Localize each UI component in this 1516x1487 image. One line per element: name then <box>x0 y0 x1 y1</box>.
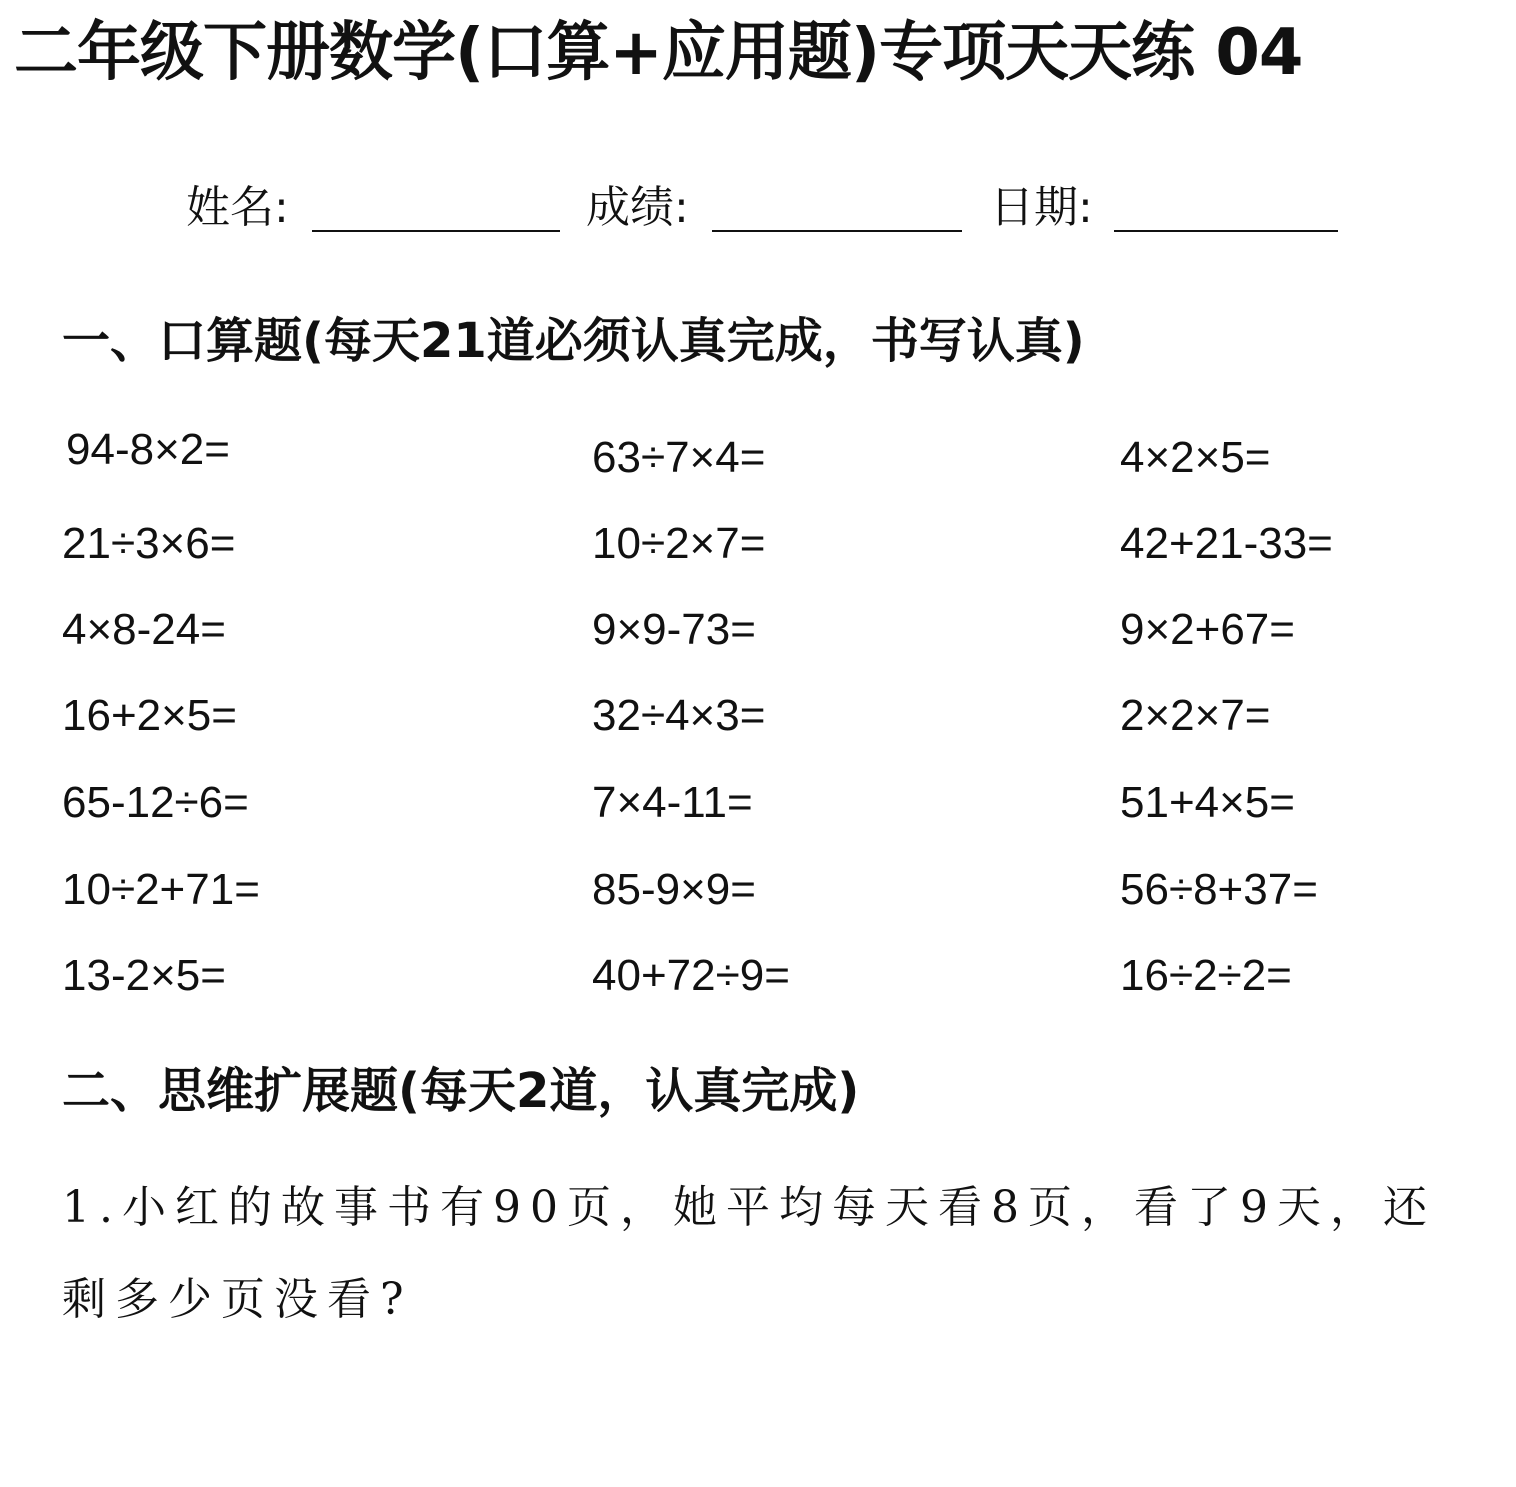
name-label: 姓名: <box>186 182 289 233</box>
math-problem: 21÷3×6= <box>62 519 236 568</box>
math-problem: 65-12÷6= <box>62 778 249 827</box>
word-problem-1: 1.小红的故事书有90页，她平均每天看8页，看了9天，还剩多少页没看? <box>62 1182 1436 1325</box>
math-problem: 13-2×5= <box>62 951 226 1000</box>
math-problem: 63÷7×4= <box>592 433 766 482</box>
math-problem: 51+4×5= <box>1120 778 1295 827</box>
math-problem: 2×2×7= <box>1120 691 1271 740</box>
math-problem: 94-8×2= <box>66 425 230 474</box>
math-problem: 9×9-73= <box>592 605 756 654</box>
math-problem: 10÷2+71= <box>62 865 260 914</box>
math-problem: 9×2+67= <box>1120 605 1295 654</box>
math-problem: 16+2×5= <box>62 691 237 740</box>
page-title: 二年级下册数学(口算+应用题)专项天天练 04 <box>14 16 1303 90</box>
math-problem: 42+21-33= <box>1120 519 1333 568</box>
score-label: 成绩: <box>586 182 689 233</box>
section2-title: 二、思维扩展题(每天2道，认真完成) <box>62 1063 860 1119</box>
section1-title: 一、口算题(每天21道必须认真完成，书写认真) <box>62 313 1085 369</box>
math-problem: 7×4-11= <box>592 778 753 827</box>
date-label: 日期: <box>990 182 1093 233</box>
math-problem: 16÷2÷2= <box>1120 951 1292 1000</box>
math-problem: 4×2×5= <box>1120 433 1271 482</box>
math-problem: 40+72÷9= <box>592 951 790 1000</box>
math-problem: 85-9×9= <box>592 865 756 914</box>
math-problem: 32÷4×3= <box>592 691 766 740</box>
math-problem: 10÷2×7= <box>592 519 766 568</box>
math-problem: 4×8-24= <box>62 605 226 654</box>
math-problem: 56÷8+37= <box>1120 865 1318 914</box>
